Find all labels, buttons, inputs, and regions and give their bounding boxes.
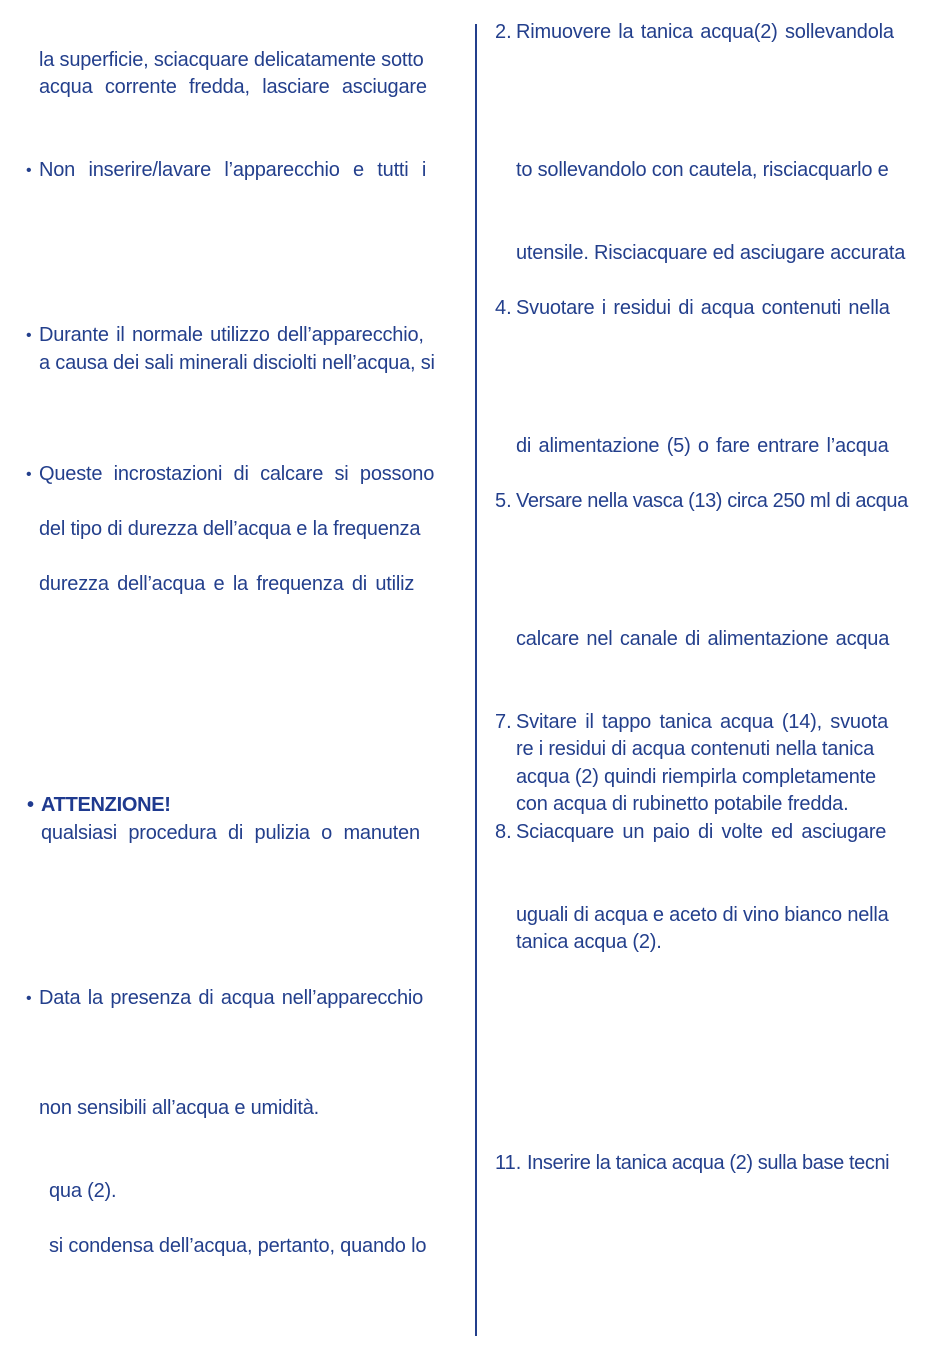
left-text-line: Non inserire/lavare l’apparecchio e tutti i xyxy=(39,159,427,181)
step-number: 5. xyxy=(495,490,512,512)
right-text-line: Versare nella vasca (13) circa 250 ml di acqua xyxy=(516,490,908,512)
right-text-line: uguali di acqua e aceto di vino bianco nella xyxy=(516,904,889,926)
right-text-line: tanica acqua (2). xyxy=(516,931,662,953)
right-text-line: di alimentazione (5) o fare entrare l’acqua xyxy=(516,435,889,457)
step-number: 7. xyxy=(495,711,512,733)
bullet-marker: • xyxy=(26,466,32,483)
bullet-marker: • xyxy=(26,162,32,179)
left-text-line: non sensibili all’acqua e umidità. xyxy=(39,1097,320,1119)
right-text-line: Sciacquare un paio di volte ed asciugare xyxy=(516,821,887,843)
left-text-line: la superficie, sciacquare delicatamente sotto xyxy=(39,49,424,71)
right-text-line: con acqua di rubinetto potabile fredda. xyxy=(516,793,849,815)
step-number: 2. xyxy=(495,21,512,43)
right-text-line: to sollevandolo con cautela, risciacquarlo e xyxy=(516,159,889,181)
left-text-line: a causa dei sali minerali disciolti nell’acqua, si xyxy=(39,352,435,374)
left-text-line: qua (2). xyxy=(49,1180,117,1202)
right-text-line: Svitare il tappo tanica acqua (14), svuota xyxy=(516,711,889,733)
bullet-marker: • xyxy=(26,990,32,1007)
step-number: 8. xyxy=(495,821,512,843)
column-divider xyxy=(475,24,477,1336)
left-text-line: si condensa dell’acqua, pertanto, quando lo xyxy=(49,1235,427,1257)
bullet-marker: • xyxy=(26,327,32,344)
right-text-line: Inserire la tanica acqua (2) sulla base tecni xyxy=(527,1152,890,1174)
left-text-line: del tipo di durezza dell’acqua e la frequenza xyxy=(39,518,421,540)
attention-heading: ATTENZIONE! xyxy=(41,794,171,816)
right-text-line: Svuotare i residui di acqua contenuti nella xyxy=(516,297,890,319)
right-text-line: acqua (2) quindi riempirla completamente xyxy=(516,766,876,788)
right-text-line: Rimuovere la tanica acqua(2) sollevandola xyxy=(516,21,894,43)
left-text-line: Durante il normale utilizzo dell’apparecchio, xyxy=(39,324,424,346)
left-text-line: qualsiasi procedura di pulizia o manuten xyxy=(41,822,420,844)
left-text-line: acqua corrente fredda, lasciare asciugare xyxy=(39,76,427,98)
right-text-line: calcare nel canale di alimentazione acqua xyxy=(516,628,890,650)
right-text-line: utensile. Risciacquare ed asciugare accurata xyxy=(516,242,906,264)
bullet-marker-bold: • xyxy=(27,794,35,816)
step-number: 11. xyxy=(495,1152,522,1174)
right-text-line: re i residui di acqua contenuti nella tanica xyxy=(516,738,875,760)
left-text-line: durezza dell’acqua e la frequenza di utiliz xyxy=(39,573,415,595)
left-text-line: Data la presenza di acqua nell’apparecchio xyxy=(39,987,424,1009)
step-number: 4. xyxy=(495,297,512,319)
left-text-line: Queste incrostazioni di calcare si possono xyxy=(39,463,435,485)
